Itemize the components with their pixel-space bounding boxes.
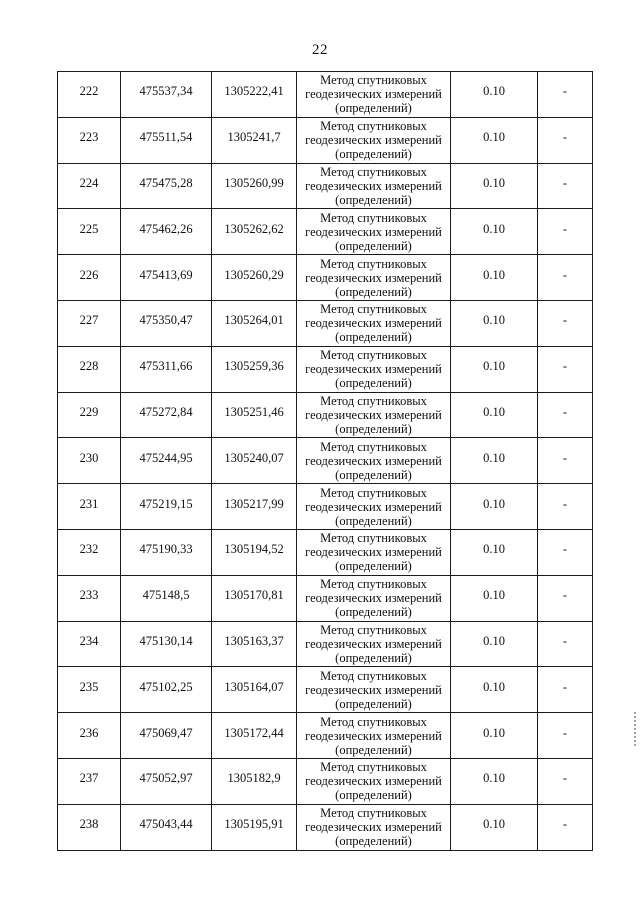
point-number-cell xyxy=(58,438,121,484)
point-number-text: 227 xyxy=(79,313,99,328)
point-number-cell xyxy=(58,667,121,713)
point-number-text: 224 xyxy=(79,175,99,190)
y-coordinate-text: 1305217,99 xyxy=(224,496,284,511)
method-cell xyxy=(297,72,451,118)
method-line: геодезических измерений xyxy=(305,224,442,239)
y-coordinate-text: 1305170,81 xyxy=(224,588,284,603)
method-line: геодезических измерений xyxy=(305,178,442,193)
method-line: геодезических измерений xyxy=(305,133,442,148)
accuracy-cell xyxy=(451,392,538,438)
method-line: (определений) xyxy=(335,605,412,620)
note-cell xyxy=(538,346,593,392)
method-line: (определений) xyxy=(335,284,412,299)
method-line: геодезических измерений xyxy=(305,270,442,285)
y-coordinate-cell xyxy=(212,529,297,575)
y-coordinate-cell xyxy=(212,438,297,484)
note-cell xyxy=(538,438,593,484)
note-cell xyxy=(538,529,593,575)
point-number-text: 226 xyxy=(79,267,99,282)
accuracy-text: 0.10 xyxy=(483,267,505,282)
accuracy-text: 0.10 xyxy=(483,175,505,190)
accuracy-text: 0.10 xyxy=(483,359,505,374)
method-line: геодезических измерений xyxy=(305,774,442,789)
scan-edge-mark xyxy=(634,712,636,746)
method-line: Метод спутниковых xyxy=(320,577,427,592)
method-line: (определений) xyxy=(335,192,412,207)
y-coordinate-text: 1305259,36 xyxy=(224,359,284,374)
coordinates-table xyxy=(57,71,593,851)
note-cell xyxy=(538,804,593,850)
y-coordinate-text: 1305260,99 xyxy=(224,175,284,190)
point-number-text: 237 xyxy=(79,771,99,786)
accuracy-text: 0.10 xyxy=(483,404,505,419)
method-cell xyxy=(297,804,451,850)
note-text: - xyxy=(562,221,568,236)
accuracy-text: 0.10 xyxy=(483,84,505,99)
method-cell xyxy=(297,529,451,575)
x-coordinate-text: 475043,44 xyxy=(139,817,193,832)
point-number-text: 228 xyxy=(79,359,99,374)
note-cell xyxy=(538,758,593,804)
method-line: геодезических измерений xyxy=(305,682,442,697)
point-number-cell xyxy=(58,529,121,575)
x-coordinate-text: 475052,97 xyxy=(139,771,193,786)
y-coordinate-cell xyxy=(212,758,297,804)
note-text: - xyxy=(562,450,568,465)
x-coordinate-text: 475511,54 xyxy=(139,130,193,145)
x-coordinate-cell xyxy=(121,117,212,163)
accuracy-cell xyxy=(451,484,538,530)
note-text: - xyxy=(562,313,568,328)
table-row xyxy=(58,575,593,621)
note-cell xyxy=(538,713,593,759)
y-coordinate-cell xyxy=(212,163,297,209)
x-coordinate-text: 475130,14 xyxy=(139,633,193,648)
x-coordinate-cell xyxy=(121,346,212,392)
point-number-cell xyxy=(58,209,121,255)
point-number-cell xyxy=(58,392,121,438)
method-line: геодезических измерений xyxy=(305,316,442,331)
note-text: - xyxy=(562,725,568,740)
x-coordinate-cell xyxy=(121,72,212,118)
note-cell xyxy=(538,667,593,713)
note-text: - xyxy=(562,817,568,832)
y-coordinate-cell xyxy=(212,575,297,621)
y-coordinate-text: 1305251,46 xyxy=(224,404,284,419)
method-line: Метод спутниковых xyxy=(320,622,427,637)
point-number-cell xyxy=(58,72,121,118)
table-row xyxy=(58,300,593,346)
note-cell xyxy=(538,621,593,667)
table-row xyxy=(58,72,593,118)
point-number-text: 238 xyxy=(79,817,99,832)
x-coordinate-text: 475537,34 xyxy=(139,84,193,99)
x-coordinate-cell xyxy=(121,163,212,209)
table-row xyxy=(58,804,593,850)
note-text: - xyxy=(562,542,568,557)
point-number-text: 233 xyxy=(79,588,99,603)
method-cell xyxy=(297,209,451,255)
method-line: (определений) xyxy=(335,467,412,482)
accuracy-cell xyxy=(451,163,538,209)
x-coordinate-cell xyxy=(121,209,212,255)
point-number-text: 234 xyxy=(79,633,99,648)
method-cell xyxy=(297,575,451,621)
note-text: - xyxy=(562,359,568,374)
note-cell xyxy=(538,484,593,530)
accuracy-text: 0.10 xyxy=(483,542,505,557)
accuracy-cell xyxy=(451,300,538,346)
table-row xyxy=(58,529,593,575)
method-line: Метод спутниковых xyxy=(320,393,427,408)
table-row xyxy=(58,484,593,530)
note-text: - xyxy=(562,679,568,694)
x-coordinate-cell xyxy=(121,255,212,301)
table-row xyxy=(58,713,593,759)
point-number-cell xyxy=(58,713,121,759)
table-row xyxy=(58,667,593,713)
y-coordinate-cell xyxy=(212,667,297,713)
x-coordinate-text: 475244,95 xyxy=(139,450,193,465)
accuracy-cell xyxy=(451,438,538,484)
method-line: Метод спутниковых xyxy=(320,714,427,729)
y-coordinate-cell xyxy=(212,346,297,392)
table-row xyxy=(58,438,593,484)
y-coordinate-cell xyxy=(212,255,297,301)
y-coordinate-text: 1305262,62 xyxy=(224,221,284,236)
x-coordinate-text: 475350,47 xyxy=(139,313,193,328)
x-coordinate-cell xyxy=(121,392,212,438)
x-coordinate-cell xyxy=(121,758,212,804)
point-number-text: 230 xyxy=(79,450,99,465)
y-coordinate-text: 1305222,41 xyxy=(224,84,284,99)
x-coordinate-cell xyxy=(121,438,212,484)
method-cell xyxy=(297,667,451,713)
method-line: Метод спутниковых xyxy=(320,485,427,500)
accuracy-text: 0.10 xyxy=(483,725,505,740)
accuracy-cell xyxy=(451,346,538,392)
y-coordinate-cell xyxy=(212,713,297,759)
accuracy-text: 0.10 xyxy=(483,633,505,648)
method-line: (определений) xyxy=(335,101,412,116)
x-coordinate-text: 475272,84 xyxy=(139,404,193,419)
method-line: геодезических измерений xyxy=(305,87,442,102)
point-number-cell xyxy=(58,255,121,301)
x-coordinate-cell xyxy=(121,713,212,759)
note-cell xyxy=(538,300,593,346)
method-line: геодезических измерений xyxy=(305,407,442,422)
y-coordinate-text: 1305194,52 xyxy=(224,542,284,557)
table-row xyxy=(58,255,593,301)
y-coordinate-cell xyxy=(212,117,297,163)
note-text: - xyxy=(562,175,568,190)
y-coordinate-cell xyxy=(212,621,297,667)
method-cell xyxy=(297,438,451,484)
point-number-text: 222 xyxy=(79,84,99,99)
table-row xyxy=(58,621,593,667)
accuracy-cell xyxy=(451,117,538,163)
x-coordinate-text: 475413,69 xyxy=(139,267,193,282)
method-line: Метод спутниковых xyxy=(320,668,427,683)
table-row xyxy=(58,346,593,392)
y-coordinate-text: 1305172,44 xyxy=(224,725,284,740)
point-number-cell xyxy=(58,804,121,850)
method-cell xyxy=(297,346,451,392)
method-line: (определений) xyxy=(335,238,412,253)
method-line: Метод спутниковых xyxy=(320,256,427,271)
accuracy-text: 0.10 xyxy=(483,588,505,603)
method-line: (определений) xyxy=(335,421,412,436)
note-cell xyxy=(538,117,593,163)
method-cell xyxy=(297,117,451,163)
y-coordinate-text: 1305195,91 xyxy=(224,817,284,832)
accuracy-cell xyxy=(451,758,538,804)
method-line: (определений) xyxy=(335,376,412,391)
x-coordinate-cell xyxy=(121,575,212,621)
note-text: - xyxy=(562,771,568,786)
accuracy-cell xyxy=(451,72,538,118)
accuracy-cell xyxy=(451,209,538,255)
note-cell xyxy=(538,392,593,438)
method-line: геодезических измерений xyxy=(305,545,442,560)
x-coordinate-text: 475475,28 xyxy=(139,175,193,190)
x-coordinate-text: 475219,15 xyxy=(139,496,193,511)
accuracy-cell xyxy=(451,667,538,713)
accuracy-text: 0.10 xyxy=(483,496,505,511)
accuracy-text: 0.10 xyxy=(483,130,505,145)
method-line: (определений) xyxy=(335,742,412,757)
point-number-cell xyxy=(58,300,121,346)
method-line: геодезических измерений xyxy=(305,362,442,377)
method-cell xyxy=(297,713,451,759)
note-cell xyxy=(538,575,593,621)
y-coordinate-cell xyxy=(212,804,297,850)
accuracy-cell xyxy=(451,804,538,850)
point-number-cell xyxy=(58,484,121,530)
accuracy-text: 0.10 xyxy=(483,771,505,786)
method-cell xyxy=(297,758,451,804)
point-number-text: 235 xyxy=(79,679,99,694)
method-line: Метод спутниковых xyxy=(320,73,427,88)
x-coordinate-cell xyxy=(121,804,212,850)
y-coordinate-cell xyxy=(212,209,297,255)
x-coordinate-cell xyxy=(121,484,212,530)
accuracy-cell xyxy=(451,621,538,667)
method-line: геодезических измерений xyxy=(305,636,442,651)
x-coordinate-text: 475190,33 xyxy=(139,542,193,557)
point-number-cell xyxy=(58,575,121,621)
y-coordinate-text: 1305164,07 xyxy=(224,679,284,694)
x-coordinate-text: 475462,26 xyxy=(139,221,193,236)
point-number-text: 225 xyxy=(79,221,99,236)
note-cell xyxy=(538,72,593,118)
method-line: (определений) xyxy=(335,788,412,803)
note-text: - xyxy=(562,267,568,282)
method-cell xyxy=(297,392,451,438)
y-coordinate-text: 1305260,29 xyxy=(224,267,284,282)
method-line: (определений) xyxy=(335,650,412,665)
accuracy-cell xyxy=(451,529,538,575)
method-line: геодезических измерений xyxy=(305,499,442,514)
note-cell xyxy=(538,163,593,209)
point-number-text: 231 xyxy=(79,496,99,511)
x-coordinate-cell xyxy=(121,667,212,713)
x-coordinate-text: 475311,66 xyxy=(139,359,193,374)
accuracy-text: 0.10 xyxy=(483,679,505,694)
point-number-text: 232 xyxy=(79,542,99,557)
method-cell xyxy=(297,300,451,346)
method-line: геодезических измерений xyxy=(305,820,442,835)
page-number: 22 xyxy=(312,42,328,58)
point-number-cell xyxy=(58,163,121,209)
x-coordinate-text: 475148,5 xyxy=(142,588,190,603)
x-coordinate-text: 475069,47 xyxy=(139,725,193,740)
method-line: Метод спутниковых xyxy=(320,760,427,775)
method-line: Метод спутниковых xyxy=(320,302,427,317)
accuracy-text: 0.10 xyxy=(483,313,505,328)
method-line: Метод спутниковых xyxy=(320,119,427,134)
table-row xyxy=(58,117,593,163)
method-cell xyxy=(297,484,451,530)
method-line: Метод спутниковых xyxy=(320,806,427,821)
y-coordinate-text: 1305163,37 xyxy=(224,633,284,648)
note-text: - xyxy=(562,404,568,419)
note-cell xyxy=(538,209,593,255)
method-line: геодезических измерений xyxy=(305,591,442,606)
note-text: - xyxy=(562,633,568,648)
y-coordinate-cell xyxy=(212,72,297,118)
point-number-cell xyxy=(58,621,121,667)
point-number-cell xyxy=(58,758,121,804)
note-cell xyxy=(538,255,593,301)
note-text: - xyxy=(562,496,568,511)
accuracy-cell xyxy=(451,575,538,621)
point-number-text: 236 xyxy=(79,725,99,740)
y-coordinate-cell xyxy=(212,392,297,438)
method-cell xyxy=(297,621,451,667)
y-coordinate-cell xyxy=(212,300,297,346)
table-row xyxy=(58,163,593,209)
x-coordinate-cell xyxy=(121,300,212,346)
x-coordinate-cell xyxy=(121,529,212,575)
method-line: (определений) xyxy=(335,147,412,162)
accuracy-text: 0.10 xyxy=(483,450,505,465)
method-line: Метод спутниковых xyxy=(320,439,427,454)
accuracy-text: 0.10 xyxy=(483,817,505,832)
point-number-cell xyxy=(58,117,121,163)
method-line: Метод спутниковых xyxy=(320,531,427,546)
table-row xyxy=(58,758,593,804)
method-line: (определений) xyxy=(335,834,412,849)
coordinates-table-body xyxy=(58,72,593,851)
method-line: (определений) xyxy=(335,559,412,574)
y-coordinate-text: 1305240,07 xyxy=(224,450,284,465)
table-row xyxy=(58,392,593,438)
table-row xyxy=(58,209,593,255)
method-line: Метод спутниковых xyxy=(320,210,427,225)
y-coordinate-text: 1305182,9 xyxy=(227,771,281,786)
y-coordinate-text: 1305264,01 xyxy=(224,313,284,328)
method-line: геодезических измерений xyxy=(305,453,442,468)
method-line: (определений) xyxy=(335,513,412,528)
point-number-text: 223 xyxy=(79,130,99,145)
point-number-cell xyxy=(58,346,121,392)
method-line: (определений) xyxy=(335,330,412,345)
method-cell xyxy=(297,163,451,209)
y-coordinate-cell xyxy=(212,484,297,530)
method-line: Метод спутниковых xyxy=(320,164,427,179)
note-text: - xyxy=(562,588,568,603)
method-line: Метод спутниковых xyxy=(320,348,427,363)
x-coordinate-text: 475102,25 xyxy=(139,679,193,694)
y-coordinate-text: 1305241,7 xyxy=(227,130,281,145)
accuracy-cell xyxy=(451,713,538,759)
accuracy-text: 0.10 xyxy=(483,221,505,236)
accuracy-cell xyxy=(451,255,538,301)
note-text: - xyxy=(562,84,568,99)
note-text: - xyxy=(562,130,568,145)
x-coordinate-cell xyxy=(121,621,212,667)
point-number-text: 229 xyxy=(79,404,99,419)
method-line: (определений) xyxy=(335,696,412,711)
method-line: геодезических измерений xyxy=(305,728,442,743)
method-cell xyxy=(297,255,451,301)
